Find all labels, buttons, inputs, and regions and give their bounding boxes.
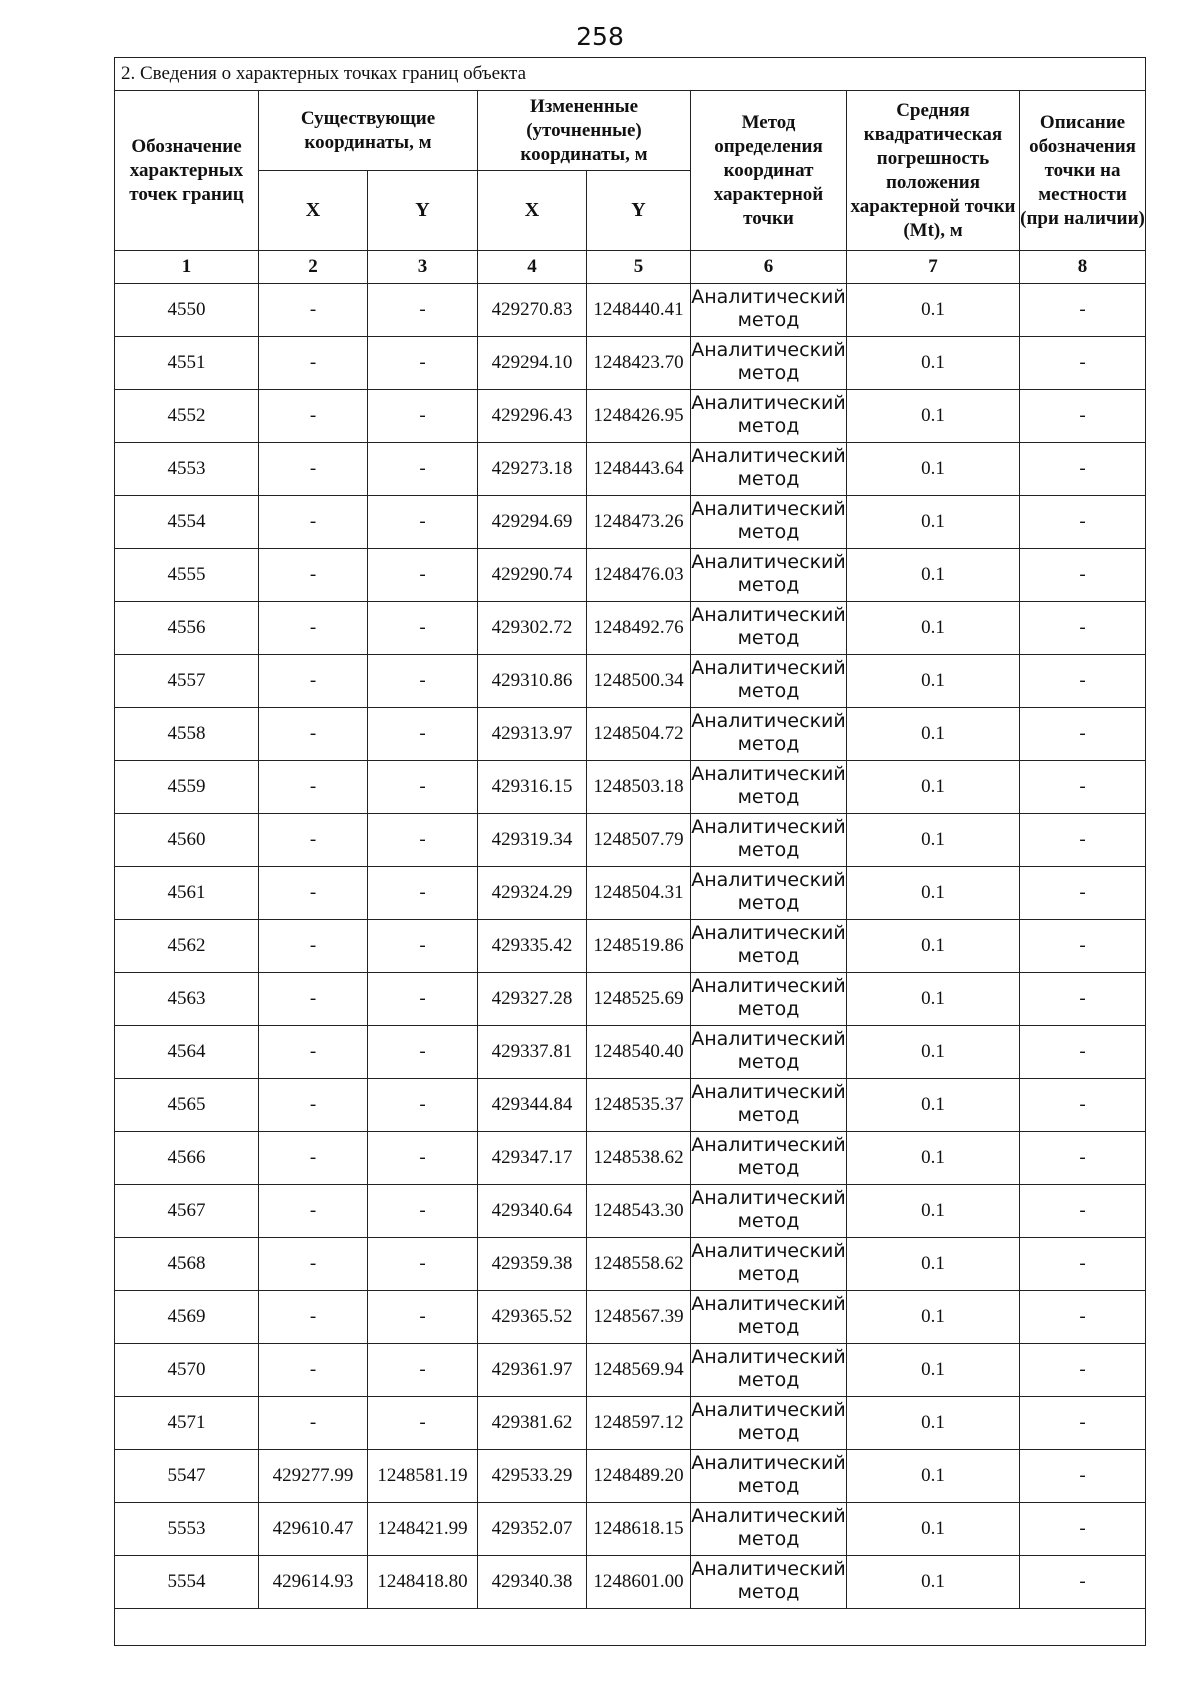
table-row <box>115 1238 1146 1291</box>
method-line-1: Аналитический <box>691 1293 846 1315</box>
description-cell: - <box>1020 390 1146 443</box>
empty-footer-row <box>115 1609 1146 1646</box>
empty-footer-cell <box>115 1609 1146 1646</box>
changed-x-cell: 429381.62 <box>478 1397 587 1450</box>
existing-x-cell: - <box>259 655 368 708</box>
method-cell <box>691 1503 847 1556</box>
point-cell: 4554 <box>115 496 259 549</box>
existing-y-cell: - <box>368 708 478 761</box>
mean-error-cell: 0.1 <box>847 1132 1020 1185</box>
existing-y-cell: - <box>368 549 478 602</box>
page-number: 258 <box>576 22 624 51</box>
header-method: Метод определения координат характерной точки <box>691 91 847 251</box>
changed-y-cell: 1248601.00 <box>587 1556 691 1609</box>
changed-y-cell: 1248500.34 <box>587 655 691 708</box>
changed-x-cell: 429270.83 <box>478 284 587 337</box>
method-line-2: метод <box>737 998 800 1020</box>
changed-y-cell: 1248597.12 <box>587 1397 691 1450</box>
mean-error-cell: 0.1 <box>847 496 1020 549</box>
column-number: 2 <box>259 251 368 284</box>
changed-y-cell: 1248426.95 <box>587 390 691 443</box>
table-row <box>115 1344 1146 1397</box>
changed-y-cell: 1248504.72 <box>587 708 691 761</box>
method-line-1: Аналитический <box>691 1346 846 1368</box>
method-cell <box>691 443 847 496</box>
method-line-2: метод <box>737 1263 800 1285</box>
existing-x-cell: - <box>259 443 368 496</box>
method-line-2: метод <box>737 521 800 543</box>
changed-y-cell: 1248507.79 <box>587 814 691 867</box>
method-cell <box>691 973 847 1026</box>
changed-y-cell: 1248503.18 <box>587 761 691 814</box>
method-cell <box>691 867 847 920</box>
method-line-1: Аналитический <box>691 551 846 573</box>
changed-y-cell: 1248440.41 <box>587 284 691 337</box>
description-cell: - <box>1020 1450 1146 1503</box>
column-number: 7 <box>847 251 1020 284</box>
table-row <box>115 337 1146 390</box>
point-cell: 4565 <box>115 1079 259 1132</box>
method-line-1: Аналитический <box>691 1505 846 1527</box>
method-cell <box>691 655 847 708</box>
mean-error-cell: 0.1 <box>847 443 1020 496</box>
changed-y-cell: 1248476.03 <box>587 549 691 602</box>
method-line-2: метод <box>737 1104 800 1126</box>
mean-error-cell: 0.1 <box>847 1503 1020 1556</box>
existing-y-cell: 1248581.19 <box>368 1450 478 1503</box>
method-line-2: метод <box>737 680 800 702</box>
description-cell: - <box>1020 761 1146 814</box>
description-cell: - <box>1020 973 1146 1026</box>
changed-x-cell: 429340.64 <box>478 1185 587 1238</box>
existing-y-cell: - <box>368 443 478 496</box>
changed-x-cell: 429344.84 <box>478 1079 587 1132</box>
point-cell: 5547 <box>115 1450 259 1503</box>
header-changed-y: Y <box>587 171 691 251</box>
mean-error-cell: 0.1 <box>847 1185 1020 1238</box>
point-cell: 4567 <box>115 1185 259 1238</box>
method-line-1: Аналитический <box>691 1187 846 1209</box>
changed-x-cell: 429361.97 <box>478 1344 587 1397</box>
description-cell: - <box>1020 1132 1146 1185</box>
table-row <box>115 549 1146 602</box>
changed-y-cell: 1248535.37 <box>587 1079 691 1132</box>
existing-x-cell: 429614.93 <box>259 1556 368 1609</box>
mean-error-cell: 0.1 <box>847 867 1020 920</box>
method-line-1: Аналитический <box>691 1028 846 1050</box>
method-cell <box>691 761 847 814</box>
existing-x-cell: - <box>259 1344 368 1397</box>
method-line-1: Аналитический <box>691 1134 846 1156</box>
method-line-1: Аналитический <box>691 710 846 732</box>
existing-x-cell: - <box>259 920 368 973</box>
method-line-2: метод <box>737 309 800 331</box>
point-cell: 4562 <box>115 920 259 973</box>
mean-error-cell: 0.1 <box>847 814 1020 867</box>
changed-y-cell: 1248540.40 <box>587 1026 691 1079</box>
description-cell: - <box>1020 337 1146 390</box>
changed-x-cell: 429533.29 <box>478 1450 587 1503</box>
existing-x-cell: - <box>259 1291 368 1344</box>
header-mean-error: Средняя квадратическая погрешность положения характерной точки (Mt), м <box>847 91 1020 251</box>
mean-error-cell: 0.1 <box>847 708 1020 761</box>
existing-y-cell: 1248421.99 <box>368 1503 478 1556</box>
existing-x-cell: - <box>259 1079 368 1132</box>
changed-x-cell: 429296.43 <box>478 390 587 443</box>
column-number: 6 <box>691 251 847 284</box>
existing-x-cell: - <box>259 1238 368 1291</box>
method-line-2: метод <box>737 945 800 967</box>
mean-error-cell: 0.1 <box>847 284 1020 337</box>
description-cell: - <box>1020 1185 1146 1238</box>
point-cell: 4558 <box>115 708 259 761</box>
existing-y-cell: - <box>368 1397 478 1450</box>
changed-x-cell: 429302.72 <box>478 602 587 655</box>
mean-error-cell: 0.1 <box>847 1450 1020 1503</box>
existing-y-cell: - <box>368 1291 478 1344</box>
method-cell <box>691 1238 847 1291</box>
mean-error-cell: 0.1 <box>847 1079 1020 1132</box>
mean-error-cell: 0.1 <box>847 1397 1020 1450</box>
method-line-2: метод <box>737 415 800 437</box>
existing-x-cell: - <box>259 1397 368 1450</box>
description-cell: - <box>1020 284 1146 337</box>
description-cell: - <box>1020 1026 1146 1079</box>
method-line-2: метод <box>737 468 800 490</box>
changed-x-cell: 429313.97 <box>478 708 587 761</box>
method-line-1: Аналитический <box>691 392 846 414</box>
changed-x-cell: 429310.86 <box>478 655 587 708</box>
description-cell: - <box>1020 602 1146 655</box>
changed-x-cell: 429359.38 <box>478 1238 587 1291</box>
point-cell: 4552 <box>115 390 259 443</box>
existing-y-cell: - <box>368 655 478 708</box>
table-row <box>115 708 1146 761</box>
method-cell <box>691 1079 847 1132</box>
changed-y-cell: 1248473.26 <box>587 496 691 549</box>
changed-x-cell: 429273.18 <box>478 443 587 496</box>
method-cell <box>691 496 847 549</box>
point-cell: 4551 <box>115 337 259 390</box>
changed-x-cell: 429347.17 <box>478 1132 587 1185</box>
table-row <box>115 655 1146 708</box>
changed-x-cell: 429337.81 <box>478 1026 587 1079</box>
mean-error-cell: 0.1 <box>847 1026 1020 1079</box>
existing-y-cell: - <box>368 1344 478 1397</box>
existing-x-cell: 429610.47 <box>259 1503 368 1556</box>
method-line-2: метод <box>737 892 800 914</box>
method-line-1: Аналитический <box>691 604 846 626</box>
description-cell: - <box>1020 1291 1146 1344</box>
changed-y-cell: 1248558.62 <box>587 1238 691 1291</box>
method-line-2: метод <box>737 1369 800 1391</box>
changed-x-cell: 429316.15 <box>478 761 587 814</box>
existing-x-cell: - <box>259 284 368 337</box>
point-cell: 4563 <box>115 973 259 1026</box>
table-row <box>115 920 1146 973</box>
changed-x-cell: 429352.07 <box>478 1503 587 1556</box>
method-line-1: Аналитический <box>691 286 846 308</box>
existing-y-cell: - <box>368 337 478 390</box>
method-line-1: Аналитический <box>691 657 846 679</box>
point-cell: 5554 <box>115 1556 259 1609</box>
point-cell: 4553 <box>115 443 259 496</box>
point-cell: 4568 <box>115 1238 259 1291</box>
method-cell <box>691 920 847 973</box>
point-cell: 4556 <box>115 602 259 655</box>
existing-y-cell: - <box>368 973 478 1026</box>
method-line-1: Аналитический <box>691 1081 846 1103</box>
description-cell: - <box>1020 1503 1146 1556</box>
mean-error-cell: 0.1 <box>847 973 1020 1026</box>
existing-x-cell: - <box>259 1026 368 1079</box>
point-cell: 4560 <box>115 814 259 867</box>
table-row <box>115 1132 1146 1185</box>
point-cell: 4570 <box>115 1344 259 1397</box>
method-line-1: Аналитический <box>691 1399 846 1421</box>
method-line-1: Аналитический <box>691 445 846 467</box>
method-line-1: Аналитический <box>691 498 846 520</box>
changed-y-cell: 1248525.69 <box>587 973 691 1026</box>
changed-x-cell: 429340.38 <box>478 1556 587 1609</box>
description-cell: - <box>1020 443 1146 496</box>
method-line-2: метод <box>737 1051 800 1073</box>
existing-y-cell: - <box>368 1079 478 1132</box>
existing-x-cell: - <box>259 602 368 655</box>
existing-y-cell: - <box>368 284 478 337</box>
table-body <box>115 284 1146 1609</box>
method-line-1: Аналитический <box>691 1452 846 1474</box>
description-cell: - <box>1020 867 1146 920</box>
existing-y-cell: - <box>368 1238 478 1291</box>
existing-x-cell: - <box>259 973 368 1026</box>
existing-x-cell: - <box>259 496 368 549</box>
point-cell: 4564 <box>115 1026 259 1079</box>
point-cell: 4559 <box>115 761 259 814</box>
changed-y-cell: 1248492.76 <box>587 602 691 655</box>
method-cell <box>691 1397 847 1450</box>
description-cell: - <box>1020 1556 1146 1609</box>
changed-y-cell: 1248567.39 <box>587 1291 691 1344</box>
header-existing-coordinates: Существующие координаты, м <box>259 91 478 171</box>
boundary-points-table <box>114 57 1146 1646</box>
description-cell: - <box>1020 920 1146 973</box>
table-row <box>115 867 1146 920</box>
mean-error-cell: 0.1 <box>847 602 1020 655</box>
method-cell <box>691 1344 847 1397</box>
point-cell: 4550 <box>115 284 259 337</box>
method-cell <box>691 1132 847 1185</box>
changed-y-cell: 1248543.30 <box>587 1185 691 1238</box>
header-changed-x: X <box>478 171 587 251</box>
method-cell <box>691 549 847 602</box>
method-line-2: метод <box>737 1210 800 1232</box>
method-line-2: метод <box>737 362 800 384</box>
method-line-2: метод <box>737 1528 800 1550</box>
changed-y-cell: 1248538.62 <box>587 1132 691 1185</box>
header-existing-x: X <box>259 171 368 251</box>
point-cell: 4566 <box>115 1132 259 1185</box>
mean-error-cell: 0.1 <box>847 337 1020 390</box>
method-cell <box>691 1450 847 1503</box>
existing-y-cell: - <box>368 1132 478 1185</box>
changed-x-cell: 429294.10 <box>478 337 587 390</box>
changed-x-cell: 429290.74 <box>478 549 587 602</box>
table-row <box>115 1556 1146 1609</box>
method-line-2: метод <box>737 733 800 755</box>
point-cell: 4555 <box>115 549 259 602</box>
changed-x-cell: 429324.29 <box>478 867 587 920</box>
mean-error-cell: 0.1 <box>847 549 1020 602</box>
existing-x-cell: - <box>259 337 368 390</box>
method-line-1: Аналитический <box>691 339 846 361</box>
existing-x-cell: - <box>259 867 368 920</box>
existing-y-cell: - <box>368 761 478 814</box>
changed-y-cell: 1248569.94 <box>587 1344 691 1397</box>
method-cell <box>691 390 847 443</box>
method-line-2: метод <box>737 1475 800 1497</box>
method-line-2: метод <box>737 1316 800 1338</box>
column-number: 5 <box>587 251 691 284</box>
table-row <box>115 390 1146 443</box>
description-cell: - <box>1020 655 1146 708</box>
method-line-2: метод <box>737 1157 800 1179</box>
method-line-2: метод <box>737 1422 800 1444</box>
changed-y-cell: 1248443.64 <box>587 443 691 496</box>
header-changed-coordinates: Измененные (уточненные) координаты, м <box>478 91 691 171</box>
changed-y-cell: 1248519.86 <box>587 920 691 973</box>
existing-y-cell: - <box>368 496 478 549</box>
mean-error-cell: 0.1 <box>847 655 1020 708</box>
mean-error-cell: 0.1 <box>847 390 1020 443</box>
mean-error-cell: 0.1 <box>847 1291 1020 1344</box>
existing-x-cell: 429277.99 <box>259 1450 368 1503</box>
description-cell: - <box>1020 1238 1146 1291</box>
existing-y-cell: - <box>368 867 478 920</box>
header-point-designation: Обозначение характерных точек границ <box>115 91 259 251</box>
table-row <box>115 973 1146 1026</box>
changed-x-cell: 429294.69 <box>478 496 587 549</box>
method-line-2: метод <box>737 1581 800 1603</box>
description-cell: - <box>1020 1079 1146 1132</box>
method-cell <box>691 814 847 867</box>
method-cell <box>691 337 847 390</box>
changed-y-cell: 1248504.31 <box>587 867 691 920</box>
existing-y-cell: - <box>368 1026 478 1079</box>
existing-y-cell: 1248418.80 <box>368 1556 478 1609</box>
changed-y-cell: 1248618.15 <box>587 1503 691 1556</box>
method-line-1: Аналитический <box>691 869 846 891</box>
method-cell <box>691 1185 847 1238</box>
table-row <box>115 1185 1146 1238</box>
existing-y-cell: - <box>368 602 478 655</box>
table-row <box>115 496 1146 549</box>
table-row <box>115 1291 1146 1344</box>
changed-x-cell: 429319.34 <box>478 814 587 867</box>
table-row <box>115 1503 1146 1556</box>
description-cell: - <box>1020 814 1146 867</box>
column-number: 8 <box>1020 251 1146 284</box>
method-line-1: Аналитический <box>691 763 846 785</box>
method-cell <box>691 1291 847 1344</box>
existing-x-cell: - <box>259 549 368 602</box>
mean-error-cell: 0.1 <box>847 1556 1020 1609</box>
method-line-1: Аналитический <box>691 816 846 838</box>
description-cell: - <box>1020 549 1146 602</box>
method-cell <box>691 708 847 761</box>
column-number: 4 <box>478 251 587 284</box>
mean-error-cell: 0.1 <box>847 761 1020 814</box>
table-row <box>115 284 1146 337</box>
table-row <box>115 761 1146 814</box>
method-line-2: метод <box>737 786 800 808</box>
mean-error-cell: 0.1 <box>847 920 1020 973</box>
method-line-2: метод <box>737 627 800 649</box>
table-row <box>115 1026 1146 1079</box>
existing-x-cell: - <box>259 708 368 761</box>
column-number: 1 <box>115 251 259 284</box>
header-existing-y: Y <box>368 171 478 251</box>
table-row <box>115 1397 1146 1450</box>
method-cell <box>691 602 847 655</box>
method-cell <box>691 1556 847 1609</box>
point-cell: 4569 <box>115 1291 259 1344</box>
existing-x-cell: - <box>259 390 368 443</box>
description-cell: - <box>1020 1344 1146 1397</box>
table-row <box>115 1450 1146 1503</box>
point-cell: 5553 <box>115 1503 259 1556</box>
method-line-1: Аналитический <box>691 1240 846 1262</box>
method-line-2: метод <box>737 839 800 861</box>
point-cell: 4571 <box>115 1397 259 1450</box>
table-row <box>115 602 1146 655</box>
method-line-1: Аналитический <box>691 975 846 997</box>
mean-error-cell: 0.1 <box>847 1238 1020 1291</box>
description-cell: - <box>1020 496 1146 549</box>
existing-x-cell: - <box>259 761 368 814</box>
description-cell: - <box>1020 708 1146 761</box>
header-description: Описание обозначения точки на местности (при наличии) <box>1020 91 1146 251</box>
existing-y-cell: - <box>368 814 478 867</box>
table-row <box>115 443 1146 496</box>
method-line-1: Аналитический <box>691 922 846 944</box>
existing-x-cell: - <box>259 1185 368 1238</box>
method-cell <box>691 1026 847 1079</box>
existing-y-cell: - <box>368 920 478 973</box>
changed-x-cell: 429365.52 <box>478 1291 587 1344</box>
changed-y-cell: 1248489.20 <box>587 1450 691 1503</box>
mean-error-cell: 0.1 <box>847 1344 1020 1397</box>
table-row <box>115 814 1146 867</box>
point-cell: 4557 <box>115 655 259 708</box>
method-cell <box>691 284 847 337</box>
method-line-1: Аналитический <box>691 1558 846 1580</box>
method-line-2: метод <box>737 574 800 596</box>
existing-x-cell: - <box>259 814 368 867</box>
changed-x-cell: 429335.42 <box>478 920 587 973</box>
existing-x-cell: - <box>259 1132 368 1185</box>
point-cell: 4561 <box>115 867 259 920</box>
column-number: 3 <box>368 251 478 284</box>
existing-y-cell: - <box>368 1185 478 1238</box>
section-title: 2. Сведения о характерных точках границ объекта <box>115 58 1146 91</box>
changed-x-cell: 429327.28 <box>478 973 587 1026</box>
existing-y-cell: - <box>368 390 478 443</box>
description-cell: - <box>1020 1397 1146 1450</box>
changed-y-cell: 1248423.70 <box>587 337 691 390</box>
table-row <box>115 1079 1146 1132</box>
